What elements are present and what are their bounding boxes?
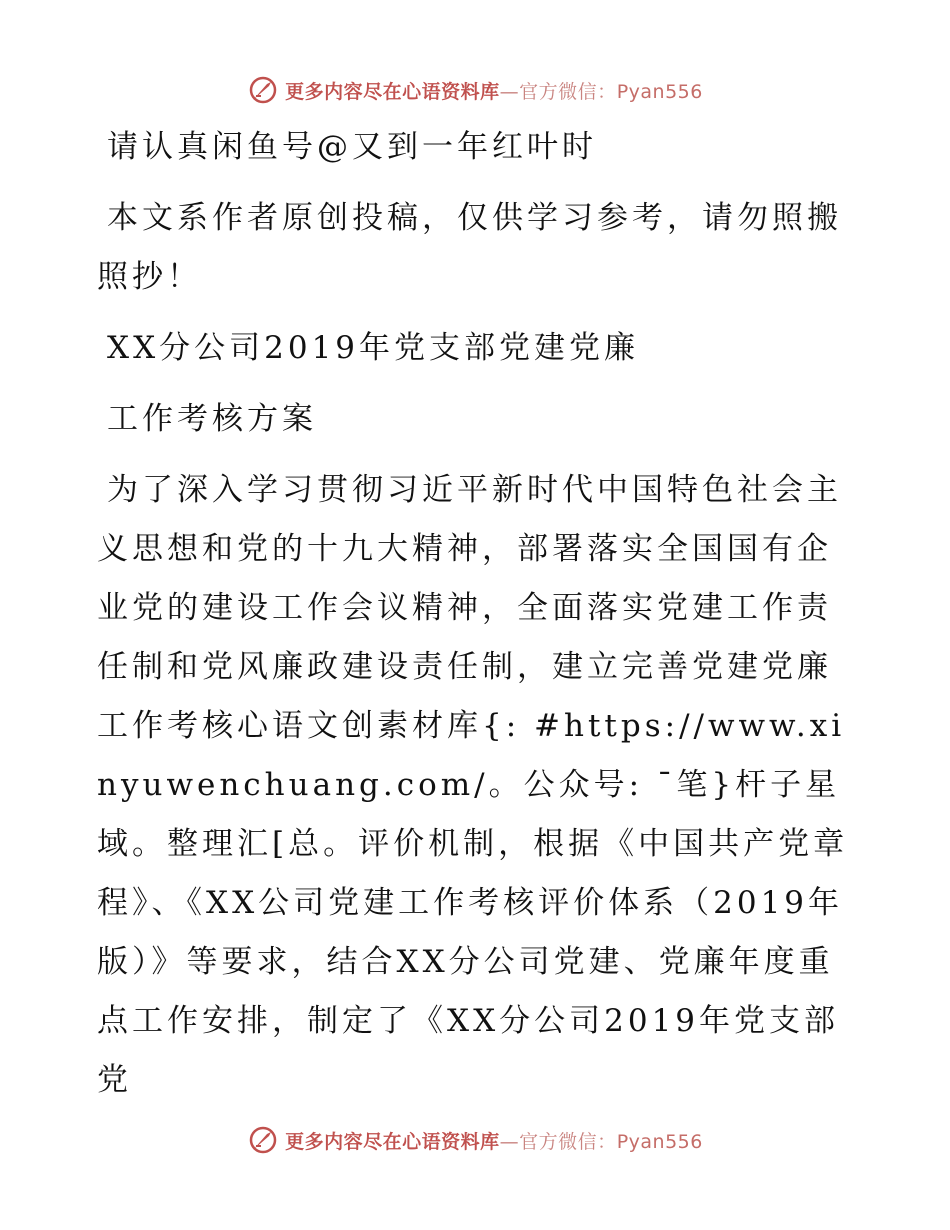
quill-logo-icon (247, 1124, 279, 1156)
copyright-notice: 本文系作者原创投稿，仅供学习参考，请勿照搬照抄！ (97, 200, 842, 295)
watermark-wechat-id: Pyan556 (616, 1130, 703, 1153)
document-body (97, 118, 857, 1122)
watermark-separator: — (499, 80, 520, 103)
watermark-text (285, 77, 703, 104)
watermark-wechat-label: 官方微信： (519, 80, 617, 103)
document-title-line1: XX分公司2019年党支部党建党廉 (107, 330, 640, 366)
watermark-brand: 更多内容尽在心语资料库 (285, 1130, 500, 1153)
header-watermark (0, 70, 950, 110)
watermark-wechat-id: Pyan556 (616, 80, 703, 103)
watermark-separator: — (499, 1130, 520, 1153)
watermark-wechat-label: 官方微信： (519, 1130, 617, 1153)
body-paragraph: 为了深入学习贯彻习近平新时代中国特色社会主义思想和党的十九大精神，部署落实全国国有企业党的建设工作会议精神，全面落实党建工作责任制和党风廉政建设责任制，建立完善党建党廉工作考核心语文创素材库{: #https://www.xinyuwenchuang.com/。公众号: ¯笔}杆子星域。整理汇[总。评价机制，根据《中国共产党章程》、《XX公司党建工作考核评价体系（2019年版）》等要求，结合XX分公司党建、党廉年度重点工作安排，制定了《XX分公司2019年党支部党 (97, 472, 849, 1098)
document-title-line2: 工作考核方案 (107, 401, 317, 437)
watermark-brand: 更多内容尽在心语资料库 (285, 80, 500, 103)
footer-watermark (0, 1120, 950, 1160)
watermark-text (285, 1127, 703, 1154)
quill-logo-icon (247, 74, 279, 106)
notice-line: 请认真闲鱼号@又到一年红叶时 (107, 129, 597, 165)
